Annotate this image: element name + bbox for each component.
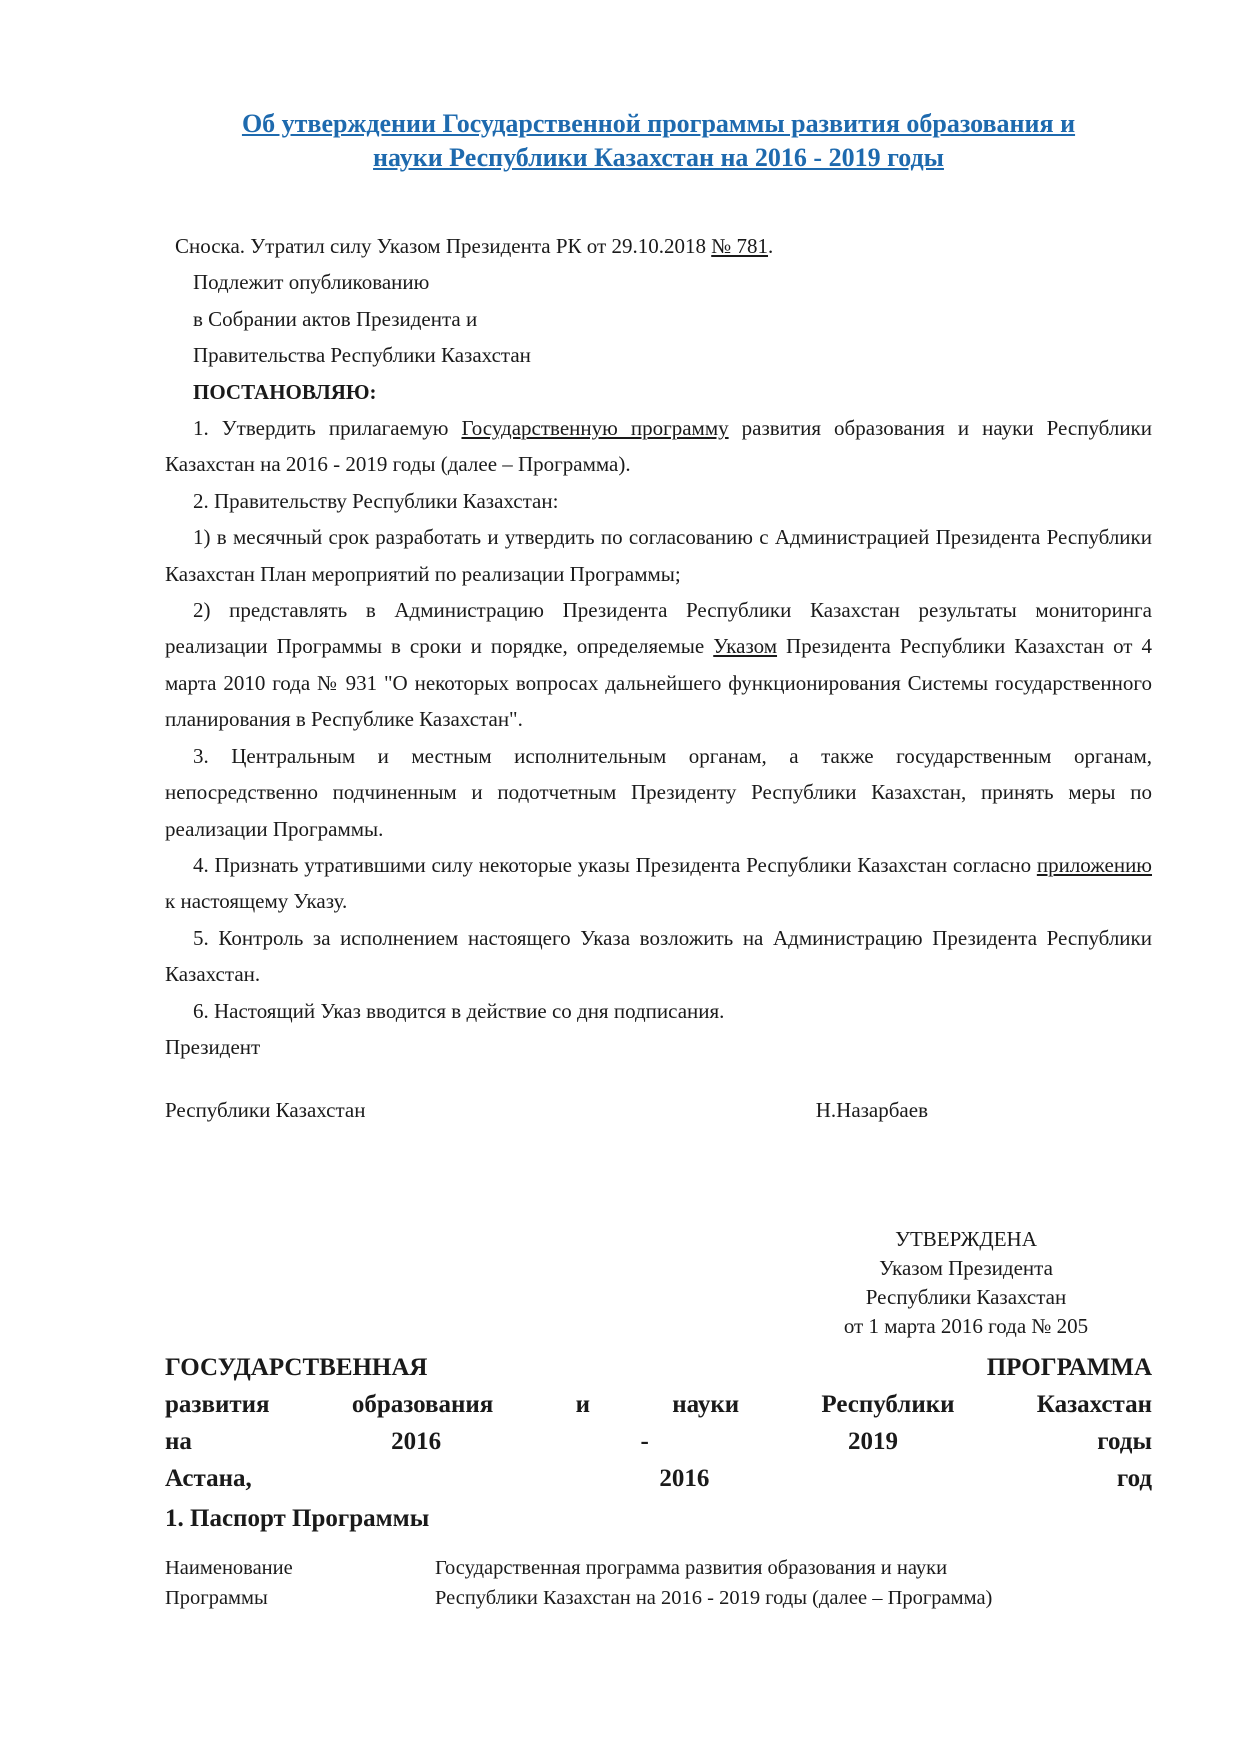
program-title-block xyxy=(165,1349,1152,1497)
resolution-heading: ПОСТАНОВЛЯЮ: xyxy=(193,379,377,404)
signature-name: Н.Назарбаев xyxy=(815,1098,928,1123)
program-title-word: науки xyxy=(672,1390,740,1418)
decree-931-link[interactable]: Указом xyxy=(713,634,778,659)
program-title-word: ГОСУДАРСТВЕННАЯ xyxy=(165,1353,428,1381)
decree-item-2-sub-2-text: 2) представлять в Администрацию Президента Республики Казахстан результаты мониторинга реализации Программы в сроки и порядке, определяемые xyxy=(165,598,1152,659)
program-title-word: годы xyxy=(1097,1427,1152,1455)
program-title-word: ПРОГРАММА xyxy=(986,1353,1152,1381)
program-title-word: образования xyxy=(351,1390,494,1418)
decree-item-1-text: 1. Утвердить прилагаемую xyxy=(193,416,462,441)
footnote-paragraph xyxy=(165,228,1152,264)
program-title-word: на xyxy=(165,1427,192,1455)
passport-table xyxy=(165,1553,1152,1613)
program-title-word: Казахстан xyxy=(1036,1390,1152,1418)
decree-item-4-text-end: к настоящему Указу. xyxy=(165,889,348,914)
program-title-word: Республики xyxy=(821,1390,955,1418)
program-title-line-4 xyxy=(165,1460,1152,1497)
decree-item-1 xyxy=(165,410,1152,483)
approval-line-3: Республики Казахстан xyxy=(865,1284,1067,1309)
decree-item-6: 6. Настоящий Указ вводится в действие со дня подписания. xyxy=(193,998,725,1023)
program-title-line-1 xyxy=(165,1349,1152,1386)
program-title-word: и xyxy=(575,1390,590,1418)
approval-block xyxy=(816,1225,1116,1341)
footnote-link[interactable]: № 781 xyxy=(711,234,769,258)
approval-line-2: Указом Президента xyxy=(879,1255,1053,1280)
decree-item-4-text: 4. Признать утратившими силу некоторые указы Президента Республики Казахстан согласно xyxy=(193,852,1037,877)
footnote-text: Сноска. Утратил силу Указом Президента РК от 29.10.2018 xyxy=(175,234,712,258)
preamble-line-2: в Собрании актов Президента и xyxy=(193,306,478,331)
passport-row-value xyxy=(435,1553,1152,1613)
program-title-word: 2016 xyxy=(391,1427,442,1455)
decree-item-2-sub-2 xyxy=(165,592,1152,738)
program-title-word: развития xyxy=(165,1390,270,1418)
decree-item-2-sub-2-text-end: Президента Республики Казахстан от 4 марта 2010 года № 931 "О некоторых вопросах дальнейшего функционирования Системы государственного планирования в Республике Казахстан". xyxy=(165,634,1152,732)
annex-link[interactable]: приложению xyxy=(1036,852,1152,877)
document-title-line1: Об утверждении Государственной программы развития образования и xyxy=(241,109,1076,138)
approval-line-1: УТВЕРЖДЕНА xyxy=(895,1226,1037,1251)
document-title-link[interactable] xyxy=(165,107,1152,175)
preamble-line-3: Правительства Республики Казахстан xyxy=(193,343,531,368)
document-title-line2: науки Республики Казахстан на 2016 - 2019 годы xyxy=(373,143,944,172)
state-program-link[interactable]: Государственную программу xyxy=(461,416,729,441)
signature-role: Президент xyxy=(165,1034,261,1059)
signature-row xyxy=(165,1092,1152,1128)
program-title-word: год xyxy=(1116,1464,1152,1492)
decree-item-1-text-end: развития образования и науки Республики Казахстан на 2016 - 2019 годы (далее – Программа). xyxy=(165,416,1152,477)
decree-item-5: 5. Контроль за исполнением настоящего Указа возложить на Администрацию Президента Республики Казахстан. xyxy=(165,925,1152,987)
program-title-word: Астана, xyxy=(165,1464,252,1492)
program-title-word: - xyxy=(640,1427,649,1455)
passport-row-value-line1: Государственная программа развития образования и науки xyxy=(435,1556,948,1579)
passport-heading: 1. Паспорт Программы xyxy=(165,1504,430,1532)
approval-line-4: от 1 марта 2016 года № 205 xyxy=(843,1313,1089,1338)
signature-org: Республики Казахстан xyxy=(165,1098,366,1123)
decree-item-4 xyxy=(165,847,1152,920)
decree-item-2-sub-1: 1) в месячный срок разработать и утвердить по согласованию с Администрацией Президента Республики Казахстан План мероприятий по реализации Программы; xyxy=(165,525,1152,586)
program-title-word: 2016 xyxy=(659,1464,710,1492)
preamble-line-1: Подлежит опубликованию xyxy=(193,270,430,295)
footnote-text-end: . xyxy=(768,234,774,258)
program-title-line-2 xyxy=(165,1386,1152,1423)
passport-row-value-line2: Республики Казахстан на 2016 - 2019 годы (далее – Программа) xyxy=(435,1586,993,1609)
passport-row-label: Наименование Программы xyxy=(165,1556,293,1609)
program-title-word: 2019 xyxy=(848,1427,899,1455)
program-title-line-3 xyxy=(165,1423,1152,1460)
decree-item-3: 3. Центральным и местным исполнительным органам, а также государственным органам, непосредственно подчиненным и подотчетным Президенту Республики Казахстан, принять меры по реализации Программы. xyxy=(165,743,1152,841)
decree-item-2: 2. Правительству Республики Казахстан: xyxy=(193,488,559,513)
